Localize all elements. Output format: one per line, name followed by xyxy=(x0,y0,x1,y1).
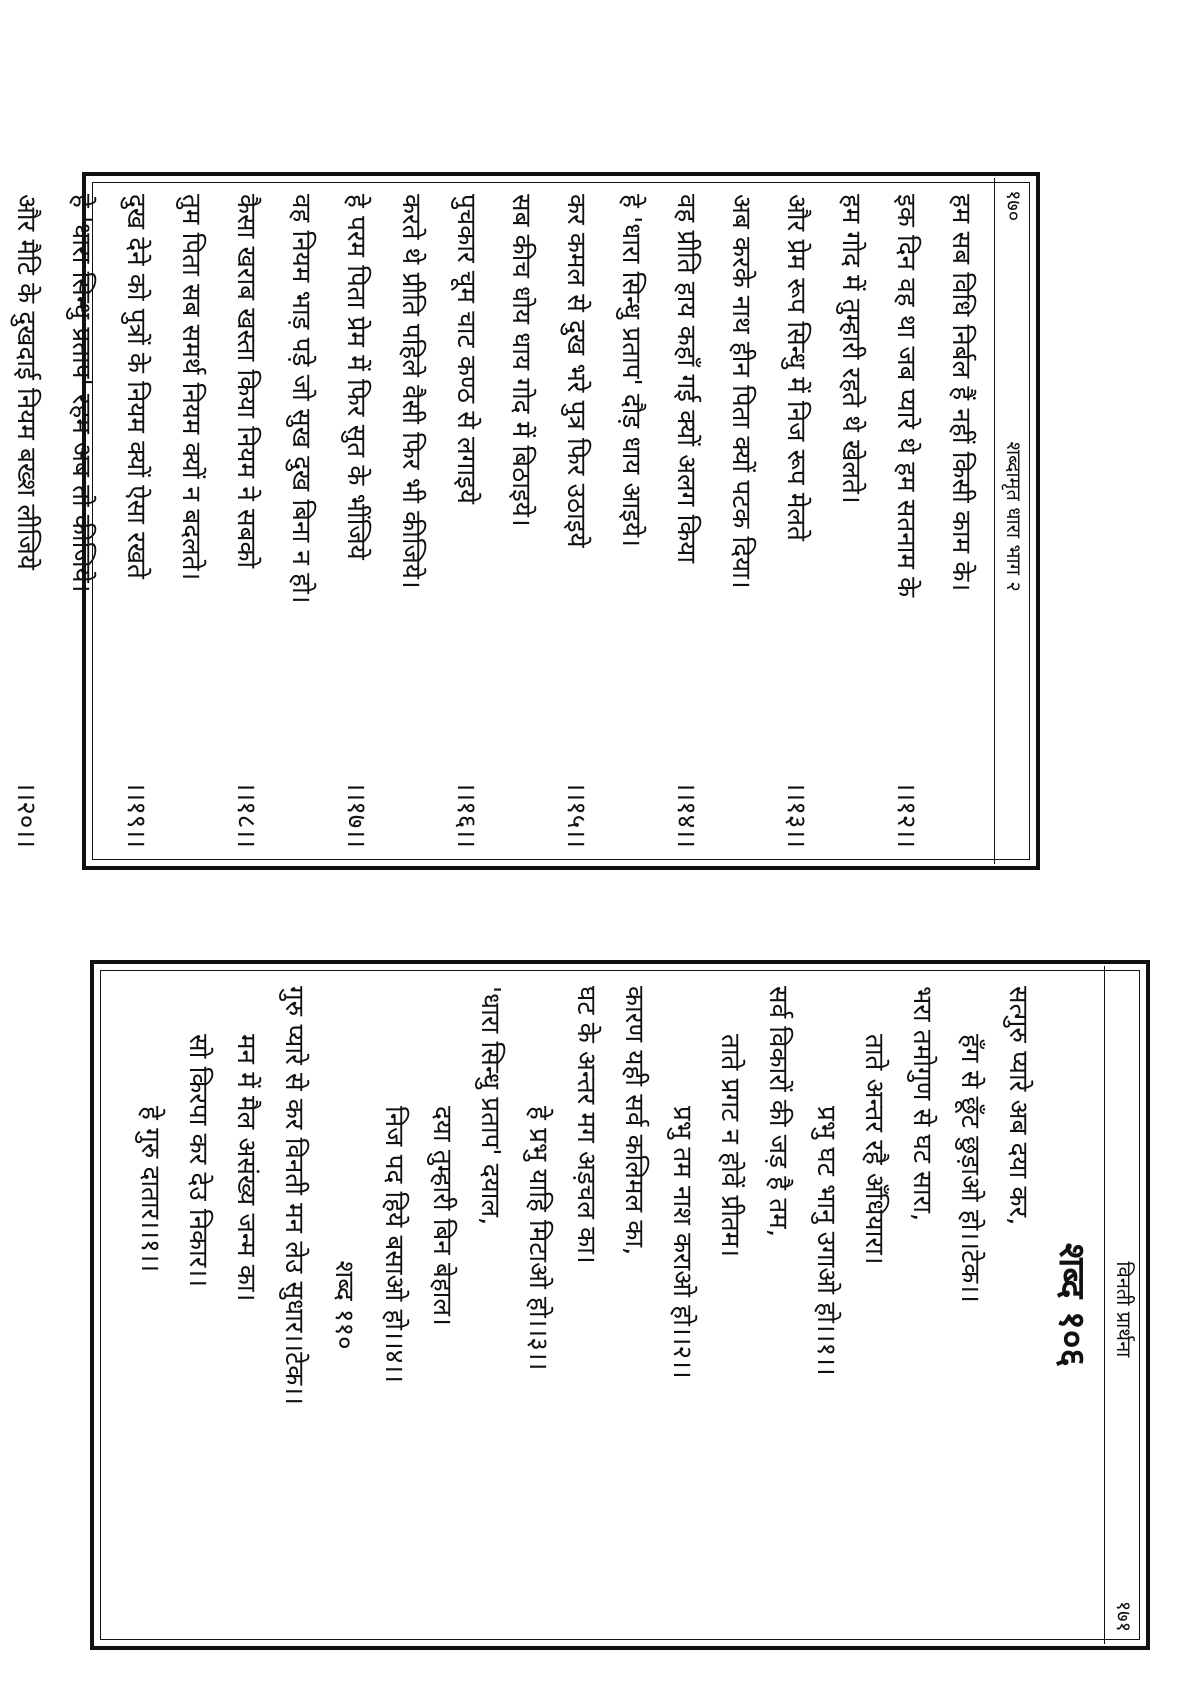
verse-line xyxy=(933,194,988,848)
verse-line xyxy=(548,194,603,848)
verse-text: तुम पिता सब समर्थ नियम क्यों न बदलते। xyxy=(176,194,206,581)
verse-text: अब करके नाथ हीन पिता क्यों पटक दिया। xyxy=(726,194,756,589)
shabd-line: मन में मैल असंख्य जन्म का। xyxy=(231,1034,261,1302)
verse-text: और प्रेम रूप सिन्धु में निज रूप मेलते xyxy=(781,194,811,541)
right-page-body xyxy=(126,966,1104,1644)
verse-line xyxy=(493,194,548,848)
shabd-line: ताते प्रगट न होवें प्रीतम। xyxy=(715,1034,745,1258)
verse-text: हम गोद में तुम्हारी रहते थे खेलते। xyxy=(836,194,866,504)
verse-text: वह नियम भाड़ पड़े जो सुख दुख बिना न हो। xyxy=(286,194,316,604)
left-page-lines xyxy=(0,178,994,864)
verse-number: ।।१३।। xyxy=(781,781,811,848)
shabd-line: हे प्रभु याहि मिटाओ हो।।३।। xyxy=(523,1106,553,1371)
verse-line xyxy=(768,194,823,848)
verse-number: ।।१५।। xyxy=(561,781,591,848)
verse-line xyxy=(713,194,768,848)
right-page-content xyxy=(96,966,1144,1644)
verse-line xyxy=(383,194,438,848)
left-page-header xyxy=(994,178,1034,864)
verse-text: हम सब विधि निर्बल हैं नहीं किसी काम के। xyxy=(946,194,976,592)
left-page-content xyxy=(11,178,1034,864)
left-running-title: शब्दामृत धारा भाग २ xyxy=(1002,441,1026,592)
verse-text: और मैटि के दुखदाई नियम बख्श लीजिये xyxy=(11,194,41,570)
verse-line xyxy=(0,194,53,848)
left-page xyxy=(11,172,1040,870)
verse-line xyxy=(328,194,383,848)
verse-number: ।।१७।। xyxy=(341,781,371,848)
right-page xyxy=(90,960,1150,1650)
verse-text: हे 'धारा सिन्धु प्रताप' रहम अब तो कीजिये। xyxy=(66,194,96,593)
right-running-title: विनती प्रार्थना xyxy=(1112,1261,1136,1358)
shabd-110-title: शब्द ११० xyxy=(329,1260,359,1350)
verse-text: पुचकार चूम चाट कण्ठ से लगाइये xyxy=(451,194,481,504)
verse-number: ।।१८।। xyxy=(231,781,261,848)
verse-line xyxy=(658,194,713,848)
verse-line xyxy=(438,194,493,848)
shabd-line: प्रभु तम नाश कराओ हो।।२।। xyxy=(667,1106,697,1379)
shabd-line: हे गुरु दातार।।१।। xyxy=(135,1106,165,1273)
shabd-106-title: शब्द १०६ xyxy=(1051,1242,1092,1368)
shabd-line: सत्गुरु प्यारे अब दया कर, xyxy=(1003,986,1033,1226)
verse-text: कैसा खराब खस्ता किया नियम ने सबको xyxy=(231,194,261,569)
shabd-line: हँग से छूँट छुड़ाओ हो।।टेक।। xyxy=(955,1034,985,1303)
shabd-106-lines xyxy=(370,986,1042,1624)
shabd-110-lines xyxy=(126,986,318,1624)
verse-line xyxy=(163,194,218,848)
verse-number: ।।१९।। xyxy=(121,781,151,848)
shabd-line: गुरु प्यारे से कर विनती मन लेउ सुधार।।टेक।। xyxy=(279,986,309,1405)
verse-line xyxy=(273,194,328,848)
right-page-header xyxy=(1104,966,1144,1644)
verse-text: सब कीच धोय धाय गोद में बिठाइये। xyxy=(506,194,536,527)
verse-text: इक दिन वह था जब प्यारे थे हम सतनाम के xyxy=(891,194,921,598)
shabd-line: सो किरपा कर देउ निकार।। xyxy=(183,1034,213,1288)
verse-number: ।।२०।। xyxy=(11,781,41,848)
verse-text: वह प्रीति हाय कहाँ गई क्यों अलग किया xyxy=(671,194,701,564)
shabd-line: दया तुम्हारी बिन बेहाल। xyxy=(427,1106,457,1326)
shabd-line: निज पद हिये बसाओ हो।।४।। xyxy=(379,1106,409,1383)
verse-line xyxy=(603,194,658,848)
verse-line xyxy=(218,194,273,848)
verse-number: ।।१६।। xyxy=(451,781,481,848)
verse-line xyxy=(823,194,878,848)
shabd-line: प्रभु घट भानु उगाओ हो।।१।। xyxy=(811,1106,841,1376)
verse-number: ।।१२।। xyxy=(891,781,921,848)
verse-text: दुख देने को पुत्रों के नियम क्यों ऐसा रखते xyxy=(121,194,151,579)
verse-text: कर कमल से दुख भरे पुत्र फिर उठाइये xyxy=(561,194,591,548)
verse-line xyxy=(878,194,933,848)
verse-text: करते थे प्रीति पहिले वैसी फिर भी कीजिये। xyxy=(396,194,426,589)
verse-text: हे परम पिता प्रेम में फिर सुत के भींजिये xyxy=(341,194,371,560)
left-page-number: १७० xyxy=(1002,190,1026,222)
shabd-line: घट के अन्तर मग अड़चल का। xyxy=(571,986,601,1264)
shabd-line: ताते अन्तर रहै अँधियारा। xyxy=(859,1034,889,1265)
shabd-line: 'धारा सिन्धु प्रताप' दयाल, xyxy=(475,986,505,1226)
verse-number: ।।१४।। xyxy=(671,781,701,848)
shabd-line: सर्व विकारों की जड़ है तम, xyxy=(763,986,793,1237)
verse-text: हे 'धारा सिन्धु प्रताप' दौड़ धाय आइये। xyxy=(616,194,646,547)
verse-line xyxy=(53,194,108,848)
right-page-number: १७१ xyxy=(1112,1600,1136,1632)
verse-line xyxy=(108,194,163,848)
shabd-line: भरा तमोगुण से घट सारा, xyxy=(907,986,937,1222)
shabd-line: कारण यही सर्व कलिमल का, xyxy=(619,986,649,1256)
